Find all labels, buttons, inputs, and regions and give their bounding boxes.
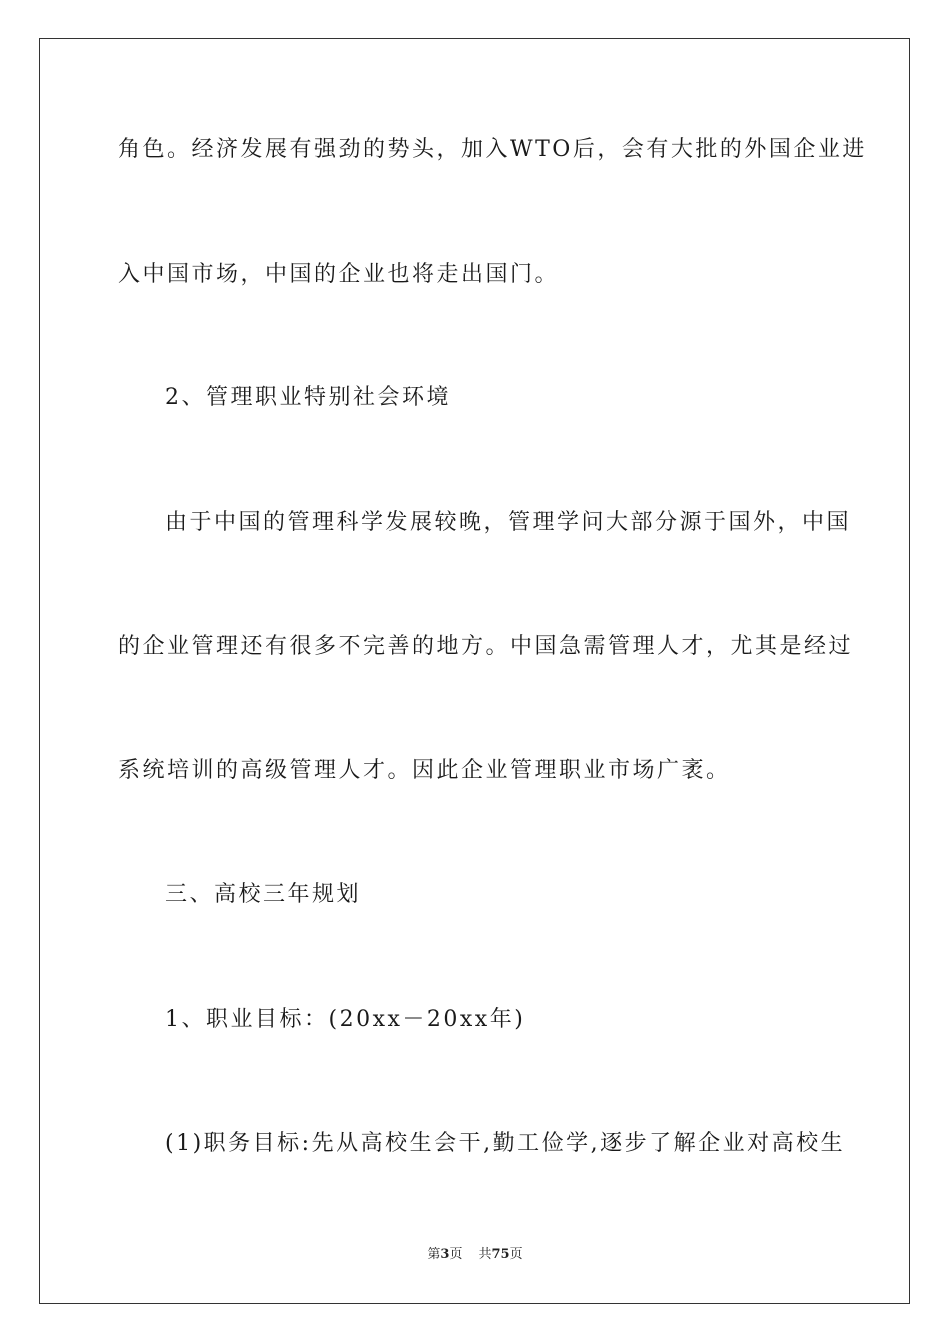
section-heading-three-year-plan: 三、高校三年规划 xyxy=(165,882,362,907)
body-text-line-1: 角色。经济发展有强劲的势头，加入WTO后，会有大批的外国企业进 xyxy=(118,137,867,162)
body-text-line-6: 系统培训的高级管理人才。因此企业管理职业市场广袤。 xyxy=(118,758,731,783)
footer-page-number: 3 xyxy=(440,1247,450,1262)
footer-total-pages: 75 xyxy=(491,1247,510,1262)
body-text-line-9: (1)职务目标:先从高校生会干,勤工俭学,逐步了解企业对高校生 xyxy=(165,1131,846,1156)
body-text-line-2: 入中国市场，中国的企业也将走出国门。 xyxy=(118,262,560,287)
footer-total-prefix: 共 xyxy=(478,1247,492,1262)
body-text-line-5: 的企业管理还有很多不完善的地方。中国急需管理人才，尤其是经过 xyxy=(118,634,854,659)
section-heading-social-environment: 2、管理职业特别社会环境 xyxy=(165,385,451,410)
page-border xyxy=(39,38,910,1304)
footer-total-suffix: 页 xyxy=(509,1247,523,1262)
subheading-career-goal: 1、职业目标：(20xx－20xx年) xyxy=(165,1007,526,1032)
body-text-line-4: 由于中国的管理科学发展较晚，管理学问大部分源于国外，中国 xyxy=(165,510,852,535)
footer-page-suffix: 页 xyxy=(449,1247,463,1262)
footer-page-prefix: 第 xyxy=(427,1247,441,1262)
page-footer xyxy=(0,1246,950,1264)
